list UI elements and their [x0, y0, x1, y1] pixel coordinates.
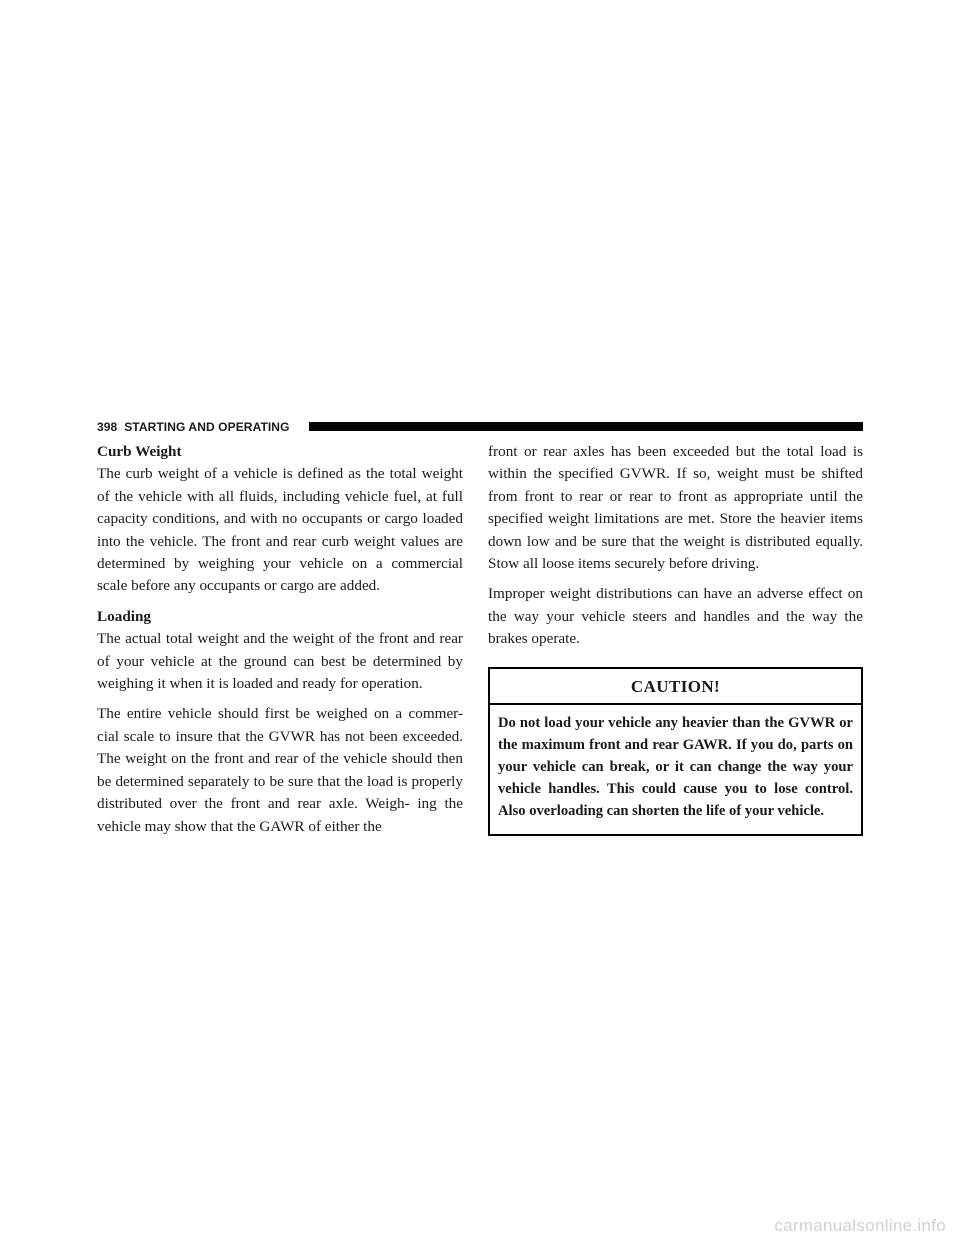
caution-title: CAUTION! — [490, 669, 861, 705]
curb-weight-heading: Curb Weight — [97, 443, 182, 460]
curb-weight-paragraph: The curb weight of a vehicle is defined as the total weight of the vehicle with all fluids, including vehicle fuel, at full capacity conditions, and with no occupants or cargo loaded into the vehicle. The front and rear curb weight values are determined by weighing your vehicle on a commercial scale before any occupants or cargo are added. — [97, 465, 463, 595]
loading-paragraph: The actual total weight and the weight of the front and rear of your vehicle at the ground can best be determined by weighing it when it is loaded and ready for operation. — [97, 630, 463, 693]
axle-paragraph: front or rear axles has been exceeded but the total load is within the specified GVWR. If so, weight must be shifted from front to rear or rear to front as appropriate until the specified weight limitations are met. Store the heavier items down low and be sure that the weight is distributed equally. Stow all loose items securely before driving. — [488, 443, 863, 573]
section-title: STARTING AND OPERATING — [124, 420, 290, 434]
watermark: carmanualsonline.info — [774, 1216, 946, 1235]
left-column — [97, 441, 463, 846]
page-header — [97, 418, 863, 436]
header-text — [97, 420, 290, 434]
weighing-paragraph: The entire vehicle should first be weighed on a commer- cial scale to insure that the GVWR has not been exceeded. The weight on the front and rear of the vehicle should then be determined separately to be sure that the load is properly distributed over the front and rear axle. Weigh- ing the vehicle may show that the GAWR of either the — [97, 705, 463, 835]
distribution-paragraph: Improper weight distributions can have an adverse effect on the way your vehicle steers and handles and the way the brakes operate. — [488, 585, 863, 648]
right-column — [488, 441, 863, 836]
loading-heading: Loading — [97, 607, 152, 625]
header-rule — [309, 422, 863, 431]
page-number: 398 — [97, 420, 118, 434]
caution-text: Do not load your vehicle any heavier than the GVWR or the maximum front and rear GAWR. If you do, parts on your vehicle can break, or it can change the way your vehicle handles. This could cause you to lose control. Also overloading can shorten the life of your vehicle. — [498, 714, 853, 820]
caution-box — [488, 667, 863, 836]
